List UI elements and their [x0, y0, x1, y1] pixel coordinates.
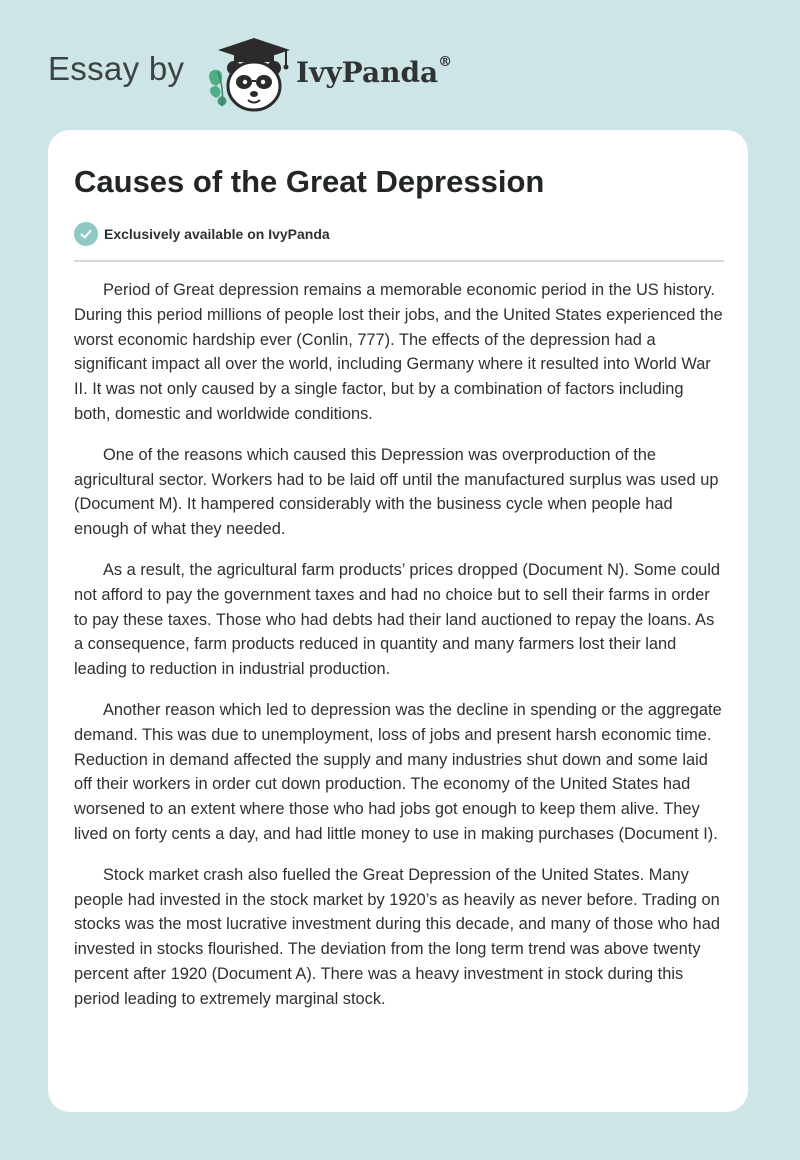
- essay-card: [48, 130, 748, 1112]
- paragraph-1: Period of Great depression remains a memorable economic period in the US history. During this period millions of people lost their jobs, and the United States experienced the worst economic hardship ever (Conlin, 777). The effects of the depression had a significant impact all over the world, including Germany where it resulted into World War II. It was not only caused by a single factor, but by a combination of factors including both, domestic and worldwide conditions.: [74, 281, 723, 423]
- divider: [74, 260, 724, 262]
- page-title: Causes of the Great Depression: [74, 164, 545, 199]
- brand-label: IvyPanda: [296, 56, 439, 89]
- check-icon: [74, 222, 98, 246]
- exclusive-badge-label: Exclusively available on IvyPanda: [104, 226, 330, 242]
- exclusive-badge: [74, 222, 330, 246]
- site-header: [48, 32, 548, 112]
- essay-body: [74, 278, 724, 1028]
- paragraph-5: Stock market crash also fuelled the Great Depression of the United States. Many people had invested in the stock market by 1920’s as heavily as never before. Trading on stocks was the most lucrative investment during this decade, and many of those who had invested in stocks flourished. The deviation from the long term trend was above twenty percent after 1920 (Document A). There was a heavy investment in stock during this period leading to extremely marginal stock.: [74, 865, 720, 1008]
- paragraph-2: One of the reasons which caused this Depression was overproduction of the agricultural sector. Workers had to be laid off until the manufactured surplus was used up (Document M). It hampered considerably with the business cycle when people had enough of what they needed.: [74, 445, 719, 539]
- ivypanda-logo-icon[interactable]: [202, 32, 302, 112]
- brand-name[interactable]: [296, 56, 452, 89]
- registered-mark: ®: [438, 54, 453, 70]
- paragraph-4: Another reason which led to depression was the decline in spending or the aggregate demand. This was due to unemployment, loss of jobs and present harsh economic time. Reduction in demand affected the supply and many industries shut down and some laid off their workers in order cut down production. The economy of the United States had worsened to an extent where those who had jobs got enough to keep them alive. They lived on forty cents a day, and had little money to use in making purchases (Document I).: [74, 700, 722, 843]
- essay-by-label: Essay by: [48, 50, 185, 87]
- paragraph-3: As a result, the agricultural farm products’ prices dropped (Document N). Some could not afford to pay the government taxes and had no choice but to sell their farms in order to pay these taxes. Those who had debts had their land auctioned to repay the loans. As a consequence, farm products reduced in quantity and many farmers lost their land leading to reduction in industrial production.: [74, 560, 721, 679]
